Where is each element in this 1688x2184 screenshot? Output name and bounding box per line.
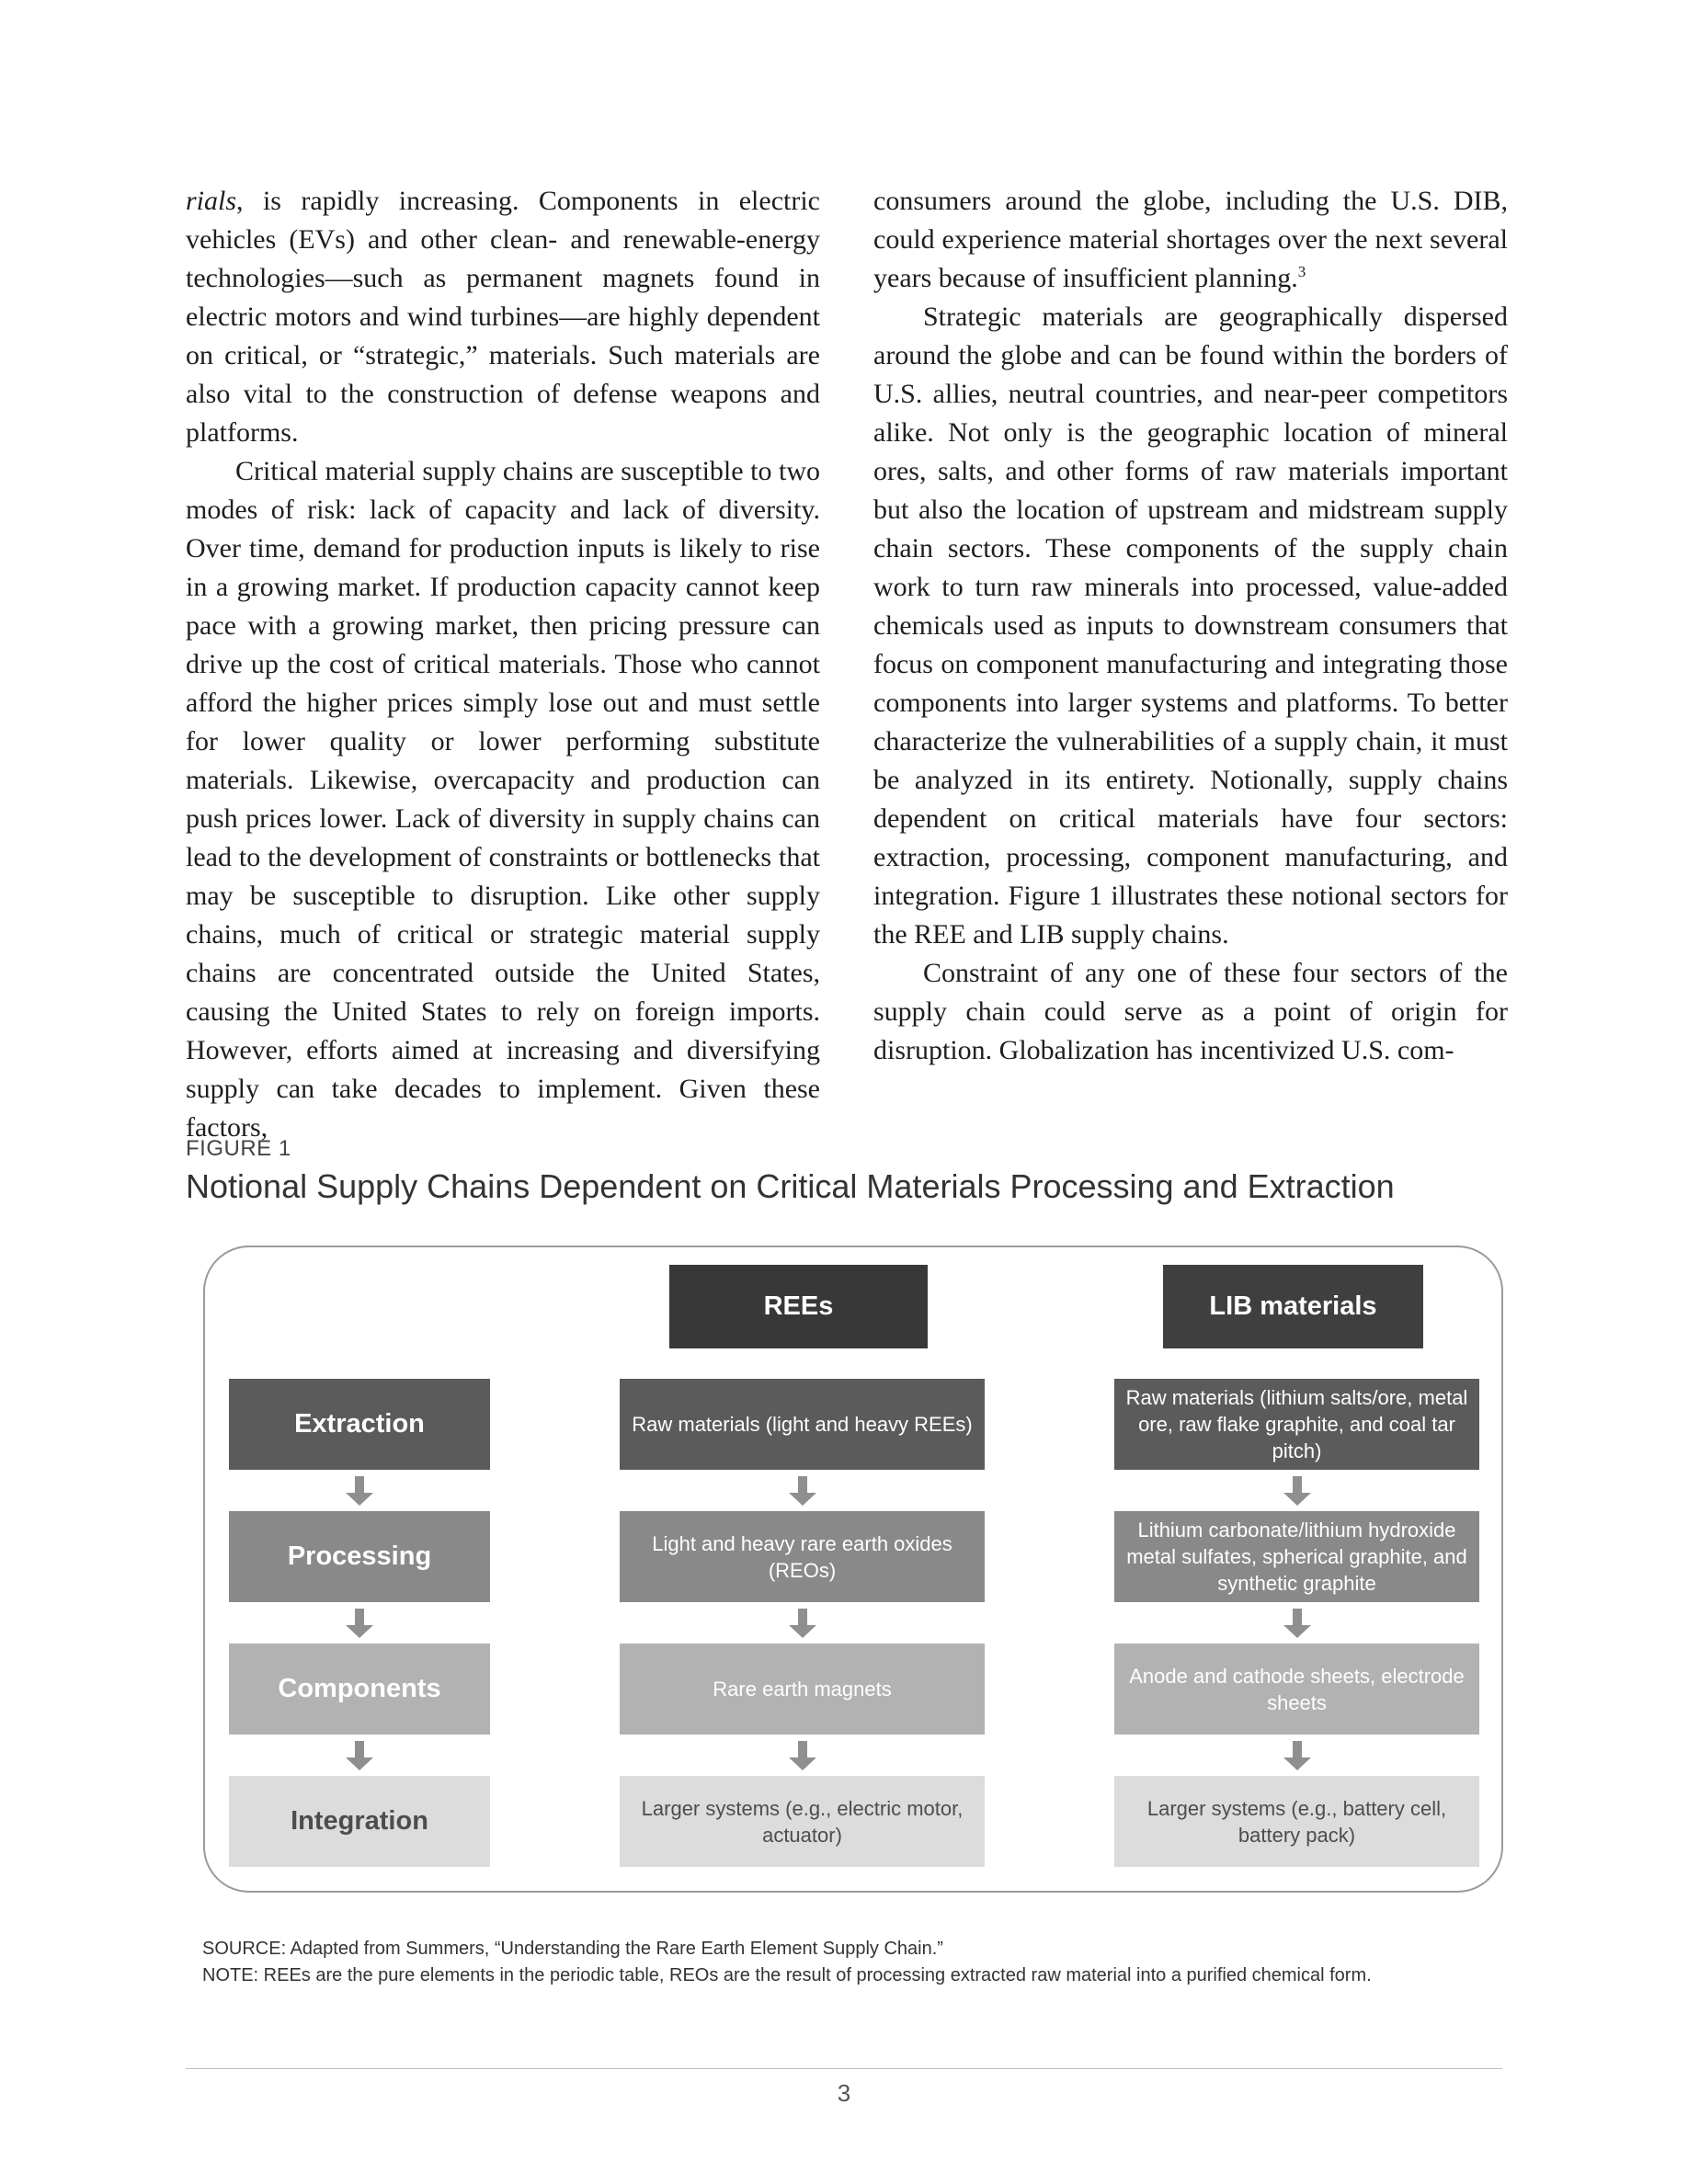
figure-source: SOURCE: Adapted from Summers, “Understanding the Rare Earth Element Supply Chain.” [202,1939,943,1959]
footnote-marker[interactable]: 3 [1297,263,1306,280]
lib-extraction-cell: Raw materials (lithium salts/ore, metal ore, raw flake graphite, and coal tar pitch) [1114,1379,1479,1470]
figure-title: Notional Supply Chains Dependent on Critical Materials Processing and Extraction [186,1167,1395,1205]
sector-processing: Processing [229,1511,490,1602]
left-paragraph-1-text: , is rapidly increasing. Components in electric vehicles (EVs) and other clean- and renewable-energy technologies—such as permanent magnets found in electric motors and wind turbines—are highly dependent on critical, or “strategic,” materials. Such materials are also vital to the construction of defense weapons and platforms. [186,186,820,448]
lib-column-header: LIB materials [1163,1265,1423,1348]
left-paragraph-1 [186,182,820,452]
arrow-down-icon [1283,1476,1311,1506]
sector-components: Components [229,1644,490,1735]
lib-integration-cell: Larger systems (e.g., battery cell, battery pack) [1114,1776,1479,1867]
ree-processing-cell: Light and heavy rare earth oxides (REOs) [620,1511,985,1602]
right-paragraph-2: Strategic materials are geographically dispersed around the globe and can be found within the borders of U.S. allies, neutral countries, and near-peer competitors alike. Not only is the geographic location of mineral ores, salts, and other forms of raw materials important but also the location of upstream and midstream supply chain sectors. These components of the supply chain work to turn raw minerals into processed, value-added chemicals used as inputs to downstream consumers that focus on component manufacturing and integrating those components into larger systems and platforms. To better characterize the vulnerabilities of a supply chain, it must be analyzed in its entirety. Notionally, supply chains dependent on critical materials have four sectors: extraction, processing, component manufacturing, and integration. Figure 1 illustrates these notional sectors for the REE and LIB supply chains. [873,301,1508,950]
right-paragraph-1-text: consumers around the globe, including the U.S. DIB, could experience material shortages over the next several years because of insufficient planning. [873,186,1508,293]
left-text-column [186,182,820,1147]
arrow-down-icon [1283,1741,1311,1770]
ree-extraction-cell: Raw materials (light and heavy REEs) [620,1379,985,1470]
right-text-column [873,182,1508,1070]
ree-column-header: REEs [669,1265,928,1348]
arrow-down-icon [346,1609,373,1638]
page-number: 3 [837,2079,851,2107]
figure-source-notes [202,1936,1508,1989]
lib-processing-cell: Lithium carbonate/lithium hydroxide metal sulfates, spherical graphite, and synthetic graphite [1114,1511,1479,1602]
arrow-down-icon [1283,1609,1311,1638]
ree-integration-cell: Larger systems (e.g., electric motor, actuator) [620,1776,985,1867]
sector-integration: Integration [229,1776,490,1867]
arrow-down-icon [346,1476,373,1506]
figure-label: FIGURE 1 [186,1136,291,1161]
right-paragraph-1 [873,182,1508,298]
sector-extraction: Extraction [229,1379,490,1470]
right-paragraph-3: Constraint of any one of these four sectors of the supply chain could serve as a point of origin for disruption. Globalization has incentivized U.S. com- [873,958,1508,1065]
left-paragraph-2: Critical material supply chains are susceptible to two modes of risk: lack of capacity and lack of diversity. Over time, demand for production inputs is likely to rise in a growing market. If production capacity cannot keep pace with a growing market, then pricing pressure can drive up the cost of critical materials. Those who cannot afford the higher prices simply lose out and must settle for lower quality or lower performing substitute materials. Likewise, overcapacity and production can push prices lower. Lack of diversity in supply chains can lead to the development of constraints or bottlenecks that may be susceptible to disruption. Like other supply chains, much of critical or strategic material supply chains are concentrated outside the United States, causing the United States to rely on foreign imports. However, efforts aimed at increasing and diversifying supply can take decades to implement. Given these factors, [186,456,820,1143]
footer-divider [186,2068,1502,2069]
lib-components-cell: Anode and cathode sheets, electrode sheets [1114,1644,1479,1735]
figure-note: NOTE: REEs are the pure elements in the periodic table, REOs are the result of processing extracted raw material into a purified chemical form. [202,1965,1372,1985]
arrow-down-icon [789,1476,816,1506]
arrow-down-icon [789,1609,816,1638]
arrow-down-icon [789,1741,816,1770]
italic-word: rials [186,186,237,216]
arrow-down-icon [346,1741,373,1770]
ree-components-cell: Rare earth magnets [620,1644,985,1735]
